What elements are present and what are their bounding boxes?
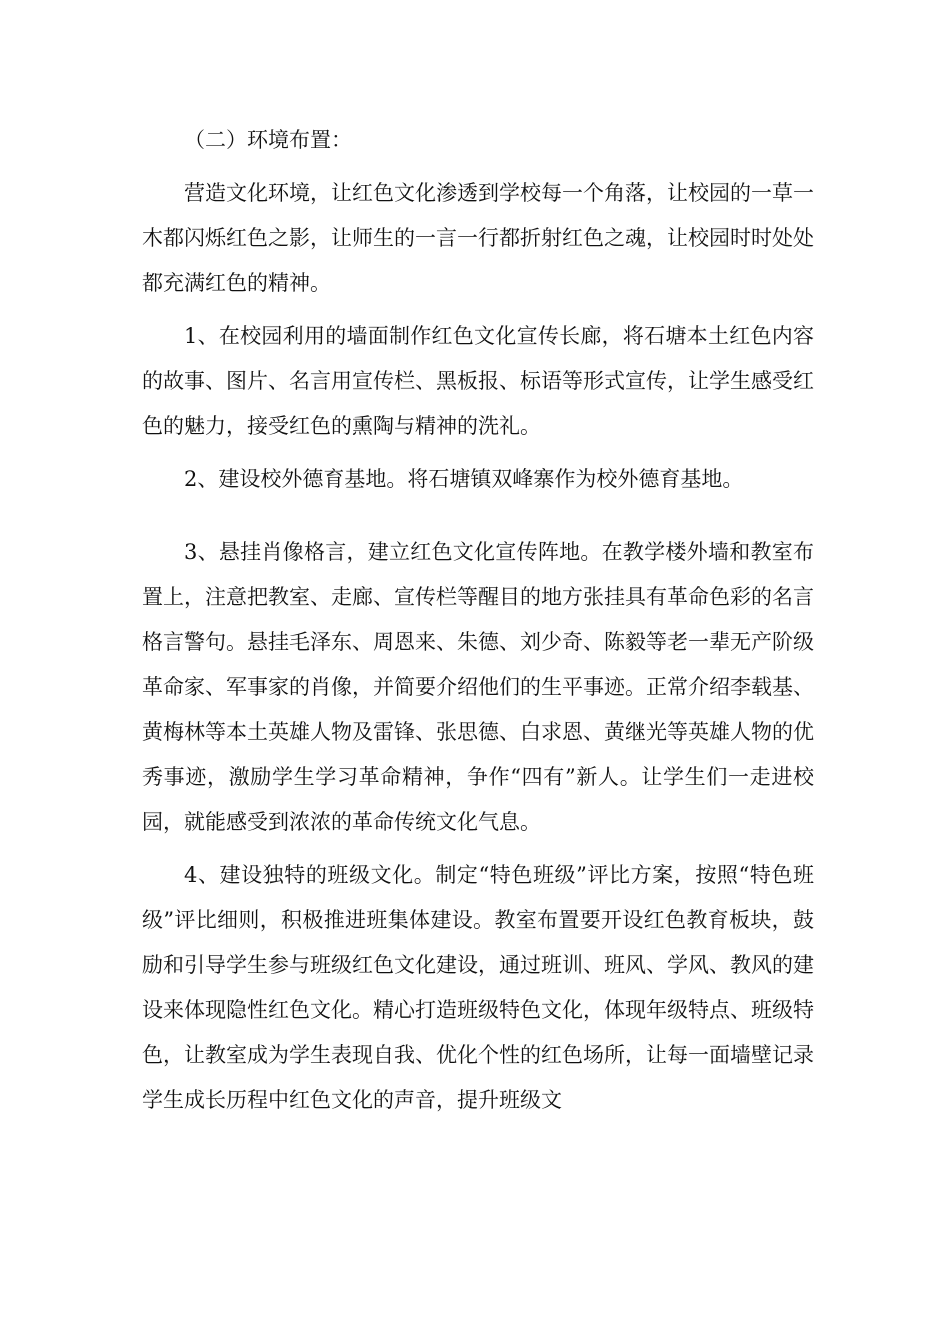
paragraph-item-2: 2、建设校外德育基地。将石塘镇双峰寨作为校外德育基地。 [184, 467, 744, 491]
section-heading: （二）环境布置： [184, 128, 352, 152]
paragraph-item-4: 4、建设独特的班级文化。制定“特色班级”评比方案，按照“特色班级”评比细则，积极推进班集体建设。教室布置要开设红色教育板块，鼓励和引导学生参与班级红色文化建设，通过班训、班风、学风、教风的建设来体现隐性红色文化。精心打造班级特色文化，体现年级特点、班级特色，让教室成为学生表现自我、优化个性的红色场所，让每一面墙壁记录学生成长历程中红色文化的声音，提升班级文 [142, 863, 814, 1112]
document-body [142, 118, 814, 1123]
paragraph-intro: 营造文化环境，让红色文化渗透到学校每一个角落，让校园的一草一木都闪烁红色之影，让师生的一言一行都折射红色之魂，让校园时时处处都充满红色的精神。 [142, 181, 814, 295]
paragraph-item-3: 3、悬挂肖像格言，建立红色文化宣传阵地。在教学楼外墙和教室布置上，注意把教室、走廊、宣传栏等醒目的地方张挂具有革命色彩的名言格言警句。悬挂毛泽东、周恩来、朱德、刘少奇、陈毅等老一辈无产阶级革命家、军事家的肖像，并简要介绍他们的生平事迹。正常介绍李载基、黄梅林等本土英雄人物及雷锋、张思德、白求恩、黄继光等英雄人物的优秀事迹，激励学生学习革命精神，争作“四有”新人。让学生们一走进校园，就能感受到浓浓的革命传统文化气息。 [142, 540, 814, 834]
paragraph-item-1: 1、在校园利用的墙面制作红色文化宣传长廊，将石塘本土红色内容的故事、图片、名言用宣传栏、黑板报、标语等形式宣传，让学生感受红色的魅力，接受红色的熏陶与精神的洗礼。 [142, 324, 814, 438]
